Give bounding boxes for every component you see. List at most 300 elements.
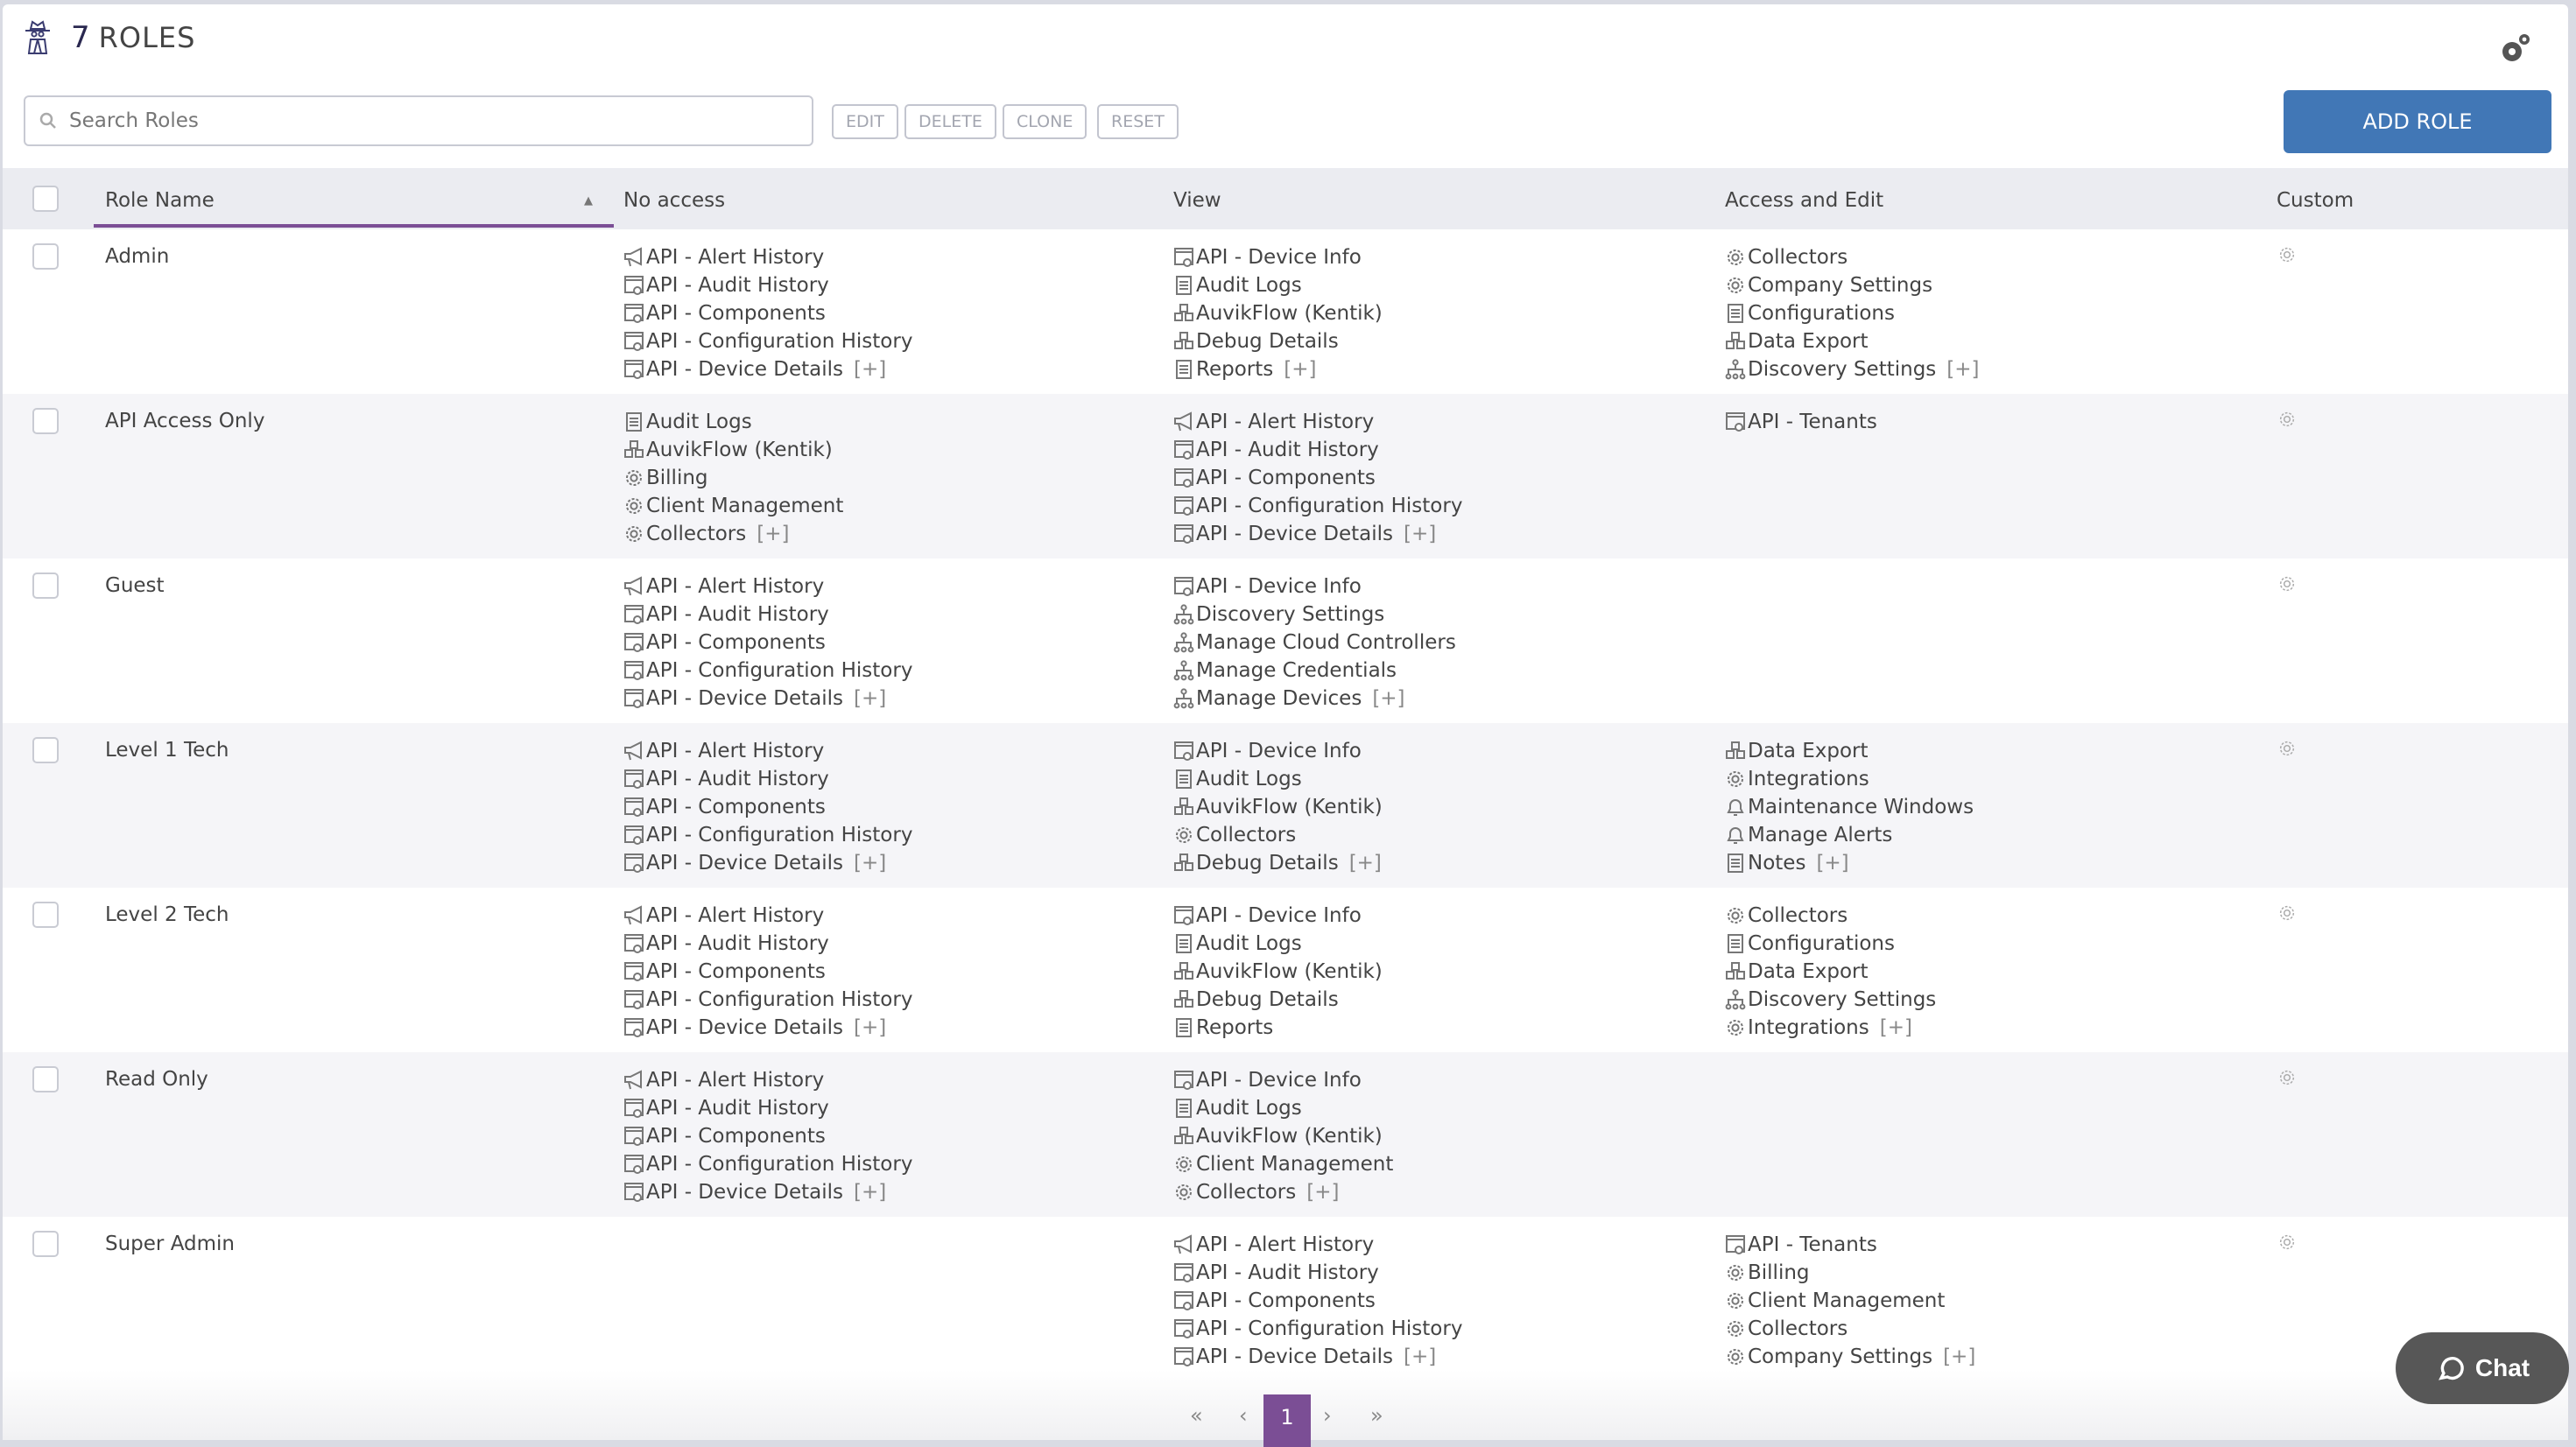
permission-item <box>1173 930 1383 958</box>
api-icon <box>623 1017 644 1038</box>
cubes-icon <box>1173 989 1194 1010</box>
permission-item <box>623 408 843 436</box>
permission-item <box>1725 408 1877 436</box>
permission-label: Client Management <box>646 495 844 517</box>
permission-item <box>623 629 912 657</box>
permission-item <box>1173 1150 1393 1178</box>
permission-label: API - Device Details <box>646 687 844 710</box>
api-icon <box>1725 1234 1746 1255</box>
api-icon <box>623 933 644 954</box>
permissions-view <box>1173 737 1383 877</box>
permission-item <box>623 849 912 877</box>
notepad-icon <box>1173 275 1194 296</box>
permission-label: Manage Alerts <box>1748 824 1893 846</box>
settings-gear-icon[interactable] <box>2498 31 2533 66</box>
api-icon <box>623 660 644 681</box>
permission-item <box>623 436 843 464</box>
permission-item <box>1173 685 1456 713</box>
gear-icon <box>1725 1262 1746 1283</box>
permission-item <box>1173 464 1462 492</box>
permission-item <box>623 243 912 271</box>
notepad-icon <box>1173 933 1194 954</box>
permissions-edit <box>1725 1231 1975 1371</box>
current-page[interactable]: 1 <box>1263 1394 1311 1447</box>
api-icon <box>623 1154 644 1175</box>
permission-label: API - Audit History <box>646 932 829 955</box>
permission-item <box>1173 1066 1393 1094</box>
row-checkbox[interactable] <box>32 1066 59 1092</box>
permission-label: API - Tenants <box>1748 1233 1877 1256</box>
role-name[interactable]: Level 1 Tech <box>105 739 229 762</box>
permission-item <box>1173 327 1383 355</box>
permission-item <box>1725 1343 1975 1371</box>
row-checkbox[interactable] <box>32 902 59 928</box>
permission-item <box>623 271 912 299</box>
expand-more-button[interactable]: [+] <box>854 852 887 875</box>
custom-gear-icon[interactable] <box>2277 1233 2297 1252</box>
expand-more-button[interactable]: [+] <box>854 1181 887 1204</box>
permission-item <box>623 657 912 685</box>
permission-label: API - Device Details <box>646 1016 844 1039</box>
column-no-access: No access <box>623 189 726 212</box>
permission-label: Configurations <box>1748 932 1895 955</box>
permission-item <box>1173 436 1462 464</box>
permission-label: Manage Cloud Controllers <box>1196 631 1456 654</box>
permission-item <box>623 327 912 355</box>
api-icon <box>623 1126 644 1147</box>
permission-label: Manage Credentials <box>1196 659 1397 682</box>
column-view: View <box>1173 189 1221 212</box>
roles-panel <box>3 4 2568 1440</box>
permission-label: Data Export <box>1748 330 1869 353</box>
expand-more-button[interactable]: [+] <box>757 523 790 545</box>
search-input[interactable] <box>69 109 770 132</box>
hierarchy-icon <box>1725 989 1746 1010</box>
title-label: ROLES <box>98 21 196 54</box>
first-page-button[interactable]: « <box>1190 1403 1203 1428</box>
gear-icon <box>1173 1154 1194 1175</box>
api-icon <box>623 688 644 709</box>
permission-label: API - Components <box>646 960 826 983</box>
api-icon <box>1173 1346 1194 1367</box>
permission-label: API - Alert History <box>1196 1233 1375 1256</box>
gear-icon <box>1173 825 1194 846</box>
permission-item <box>1173 1343 1462 1371</box>
expand-more-button[interactable]: [+] <box>1946 358 1980 381</box>
permission-label: API - Device Details <box>646 1181 844 1204</box>
clone-button[interactable]: CLONE <box>1003 104 1087 139</box>
permission-item <box>1725 1315 1975 1343</box>
api-icon <box>623 604 644 625</box>
expand-more-button[interactable]: [+] <box>1348 852 1382 875</box>
permission-label: Debug Details <box>1196 852 1339 875</box>
permission-label: Audit Logs <box>646 411 752 433</box>
gear-icon <box>623 495 644 516</box>
permission-item <box>623 902 912 930</box>
last-page-button[interactable]: » <box>1370 1403 1383 1428</box>
permission-label: Manage Devices <box>1196 687 1362 710</box>
permission-item <box>623 299 912 327</box>
permission-label: API - Alert History <box>646 1069 825 1092</box>
custom-gear-icon[interactable] <box>2277 903 2297 923</box>
permission-label: API - Configuration History <box>646 824 913 846</box>
search-icon <box>38 110 59 131</box>
permission-label: Collectors <box>1748 246 1848 269</box>
role-name[interactable]: API Access Only <box>105 410 265 432</box>
row-checkbox[interactable] <box>32 408 59 434</box>
expand-more-button[interactable]: [+] <box>1879 1016 1912 1039</box>
permissions-no-access <box>623 408 843 548</box>
permission-item <box>1173 737 1383 765</box>
api-icon <box>1173 1262 1194 1283</box>
permission-item <box>623 765 912 793</box>
permission-label: API - Alert History <box>646 246 825 269</box>
permission-item <box>623 1094 912 1122</box>
permission-item <box>623 930 912 958</box>
permission-label: Discovery Settings <box>1748 988 1937 1011</box>
permission-label: Reports <box>1196 358 1274 381</box>
role-name[interactable]: Level 2 Tech <box>105 903 229 926</box>
role-count: 7 <box>71 20 90 55</box>
permission-item <box>1173 1178 1393 1206</box>
permission-label: API - Device Info <box>1196 904 1362 927</box>
hierarchy-icon <box>1173 660 1194 681</box>
notepad-icon <box>1173 1017 1194 1038</box>
permission-label: Billing <box>646 467 708 489</box>
notepad-icon <box>1725 933 1746 954</box>
permission-label: API - Audit History <box>646 1097 829 1120</box>
permission-item <box>623 520 843 548</box>
megaphone-icon <box>623 576 644 597</box>
permission-item <box>1173 492 1462 520</box>
megaphone-icon <box>623 905 644 926</box>
permission-label: Data Export <box>1748 960 1869 983</box>
permission-label: API - Configuration History <box>646 330 913 353</box>
permission-label: API - Device Info <box>1196 246 1362 269</box>
permission-item <box>1725 1259 1975 1287</box>
permission-label: API - Configuration History <box>1196 495 1463 517</box>
permissions-view <box>1173 243 1383 383</box>
permissions-no-access <box>623 572 912 713</box>
cubes-icon <box>1173 961 1194 982</box>
permission-item <box>1173 355 1383 383</box>
table-row[interactable] <box>3 229 2568 394</box>
bell-icon <box>1725 797 1746 818</box>
api-icon <box>623 275 644 296</box>
megaphone-icon <box>623 247 644 268</box>
notepad-icon <box>1173 769 1194 790</box>
permission-label: Collectors <box>1196 824 1297 846</box>
permission-item <box>1173 572 1456 601</box>
permission-item <box>1725 958 1936 986</box>
permissions-view <box>1173 1231 1462 1371</box>
cubes-icon <box>1725 331 1746 352</box>
gear-icon <box>1725 247 1746 268</box>
expand-more-button[interactable]: [+] <box>854 1016 887 1039</box>
role-name[interactable]: Guest <box>105 574 165 597</box>
permissions-view <box>1173 572 1456 713</box>
permission-item <box>1173 657 1456 685</box>
gear-icon <box>1725 1318 1746 1339</box>
api-icon <box>1173 1290 1194 1311</box>
permission-label: API - Device Details <box>1196 523 1394 545</box>
api-icon <box>1725 411 1746 432</box>
pagination <box>3 1370 2568 1440</box>
permission-label: Collectors <box>1196 1181 1297 1204</box>
permission-label: Debug Details <box>1196 330 1339 353</box>
gear-icon <box>1725 1017 1746 1038</box>
expand-more-button[interactable]: [+] <box>854 687 887 710</box>
permission-item <box>1173 1259 1462 1287</box>
permission-label: Notes <box>1748 852 1806 875</box>
permission-item <box>1173 902 1383 930</box>
permission-item <box>1725 1014 1936 1042</box>
permission-label: API - Alert History <box>646 575 825 598</box>
permission-label: API - Device Info <box>1196 740 1362 762</box>
permission-label: API - Components <box>646 1125 826 1148</box>
permission-label: API - Device Details <box>1196 1345 1394 1368</box>
role-name[interactable]: Read Only <box>105 1068 208 1091</box>
api-icon <box>1173 467 1194 488</box>
row-checkbox[interactable] <box>32 737 59 763</box>
custom-gear-icon[interactable] <box>2277 410 2297 429</box>
custom-gear-icon[interactable] <box>2277 245 2297 264</box>
permissions-edit <box>1725 408 1877 436</box>
permission-item <box>1173 243 1383 271</box>
reset-button[interactable]: RESET <box>1097 104 1179 139</box>
permission-item <box>623 1066 912 1094</box>
permission-item <box>1173 958 1383 986</box>
permission-item <box>623 492 843 520</box>
notepad-icon <box>1725 853 1746 874</box>
permission-label: AuvikFlow (Kentik) <box>1196 960 1383 983</box>
api-icon <box>1173 1070 1194 1091</box>
permission-label: API - Alert History <box>1196 411 1375 433</box>
permission-label: AuvikFlow (Kentik) <box>1196 1125 1383 1148</box>
api-icon <box>623 359 644 380</box>
permission-label: Integrations <box>1748 768 1869 790</box>
sort-indicator <box>94 224 614 228</box>
permission-item <box>1173 765 1383 793</box>
permission-item <box>1725 355 1980 383</box>
permission-label: Audit Logs <box>1196 768 1302 790</box>
permission-item <box>1725 793 1974 821</box>
permission-item <box>1725 1231 1975 1259</box>
expand-more-button[interactable]: [+] <box>854 358 887 381</box>
permissions-no-access <box>623 243 912 383</box>
delete-button[interactable]: DELETE <box>904 104 996 139</box>
permission-item <box>623 1014 912 1042</box>
api-icon <box>1173 439 1194 460</box>
permission-label: Client Management <box>1748 1289 1946 1312</box>
api-icon <box>623 797 644 818</box>
notepad-icon <box>1173 359 1194 380</box>
permission-label: Maintenance Windows <box>1748 796 1974 818</box>
select-all-checkbox[interactable] <box>32 186 59 212</box>
permission-item <box>1725 1287 1975 1315</box>
row-checkbox[interactable] <box>32 572 59 599</box>
permission-label: Audit Logs <box>1196 1097 1302 1120</box>
sort-asc-icon[interactable]: ▲ <box>584 194 593 207</box>
permissions-edit <box>1725 902 1936 1042</box>
custom-gear-icon[interactable] <box>2277 574 2297 594</box>
expand-more-button[interactable]: [+] <box>1816 852 1849 875</box>
permission-item <box>623 464 843 492</box>
api-icon <box>623 825 644 846</box>
api-icon <box>1173 1318 1194 1339</box>
permission-item <box>1173 1231 1462 1259</box>
permission-item <box>1173 408 1462 436</box>
permission-label: API - Components <box>1196 467 1376 489</box>
prev-page-button[interactable]: ‹ <box>1239 1403 1248 1428</box>
permission-label: API - Components <box>646 796 826 818</box>
table-row[interactable] <box>3 1217 2568 1381</box>
api-icon <box>623 303 644 324</box>
permission-label: Company Settings <box>1748 1345 1933 1368</box>
expand-more-button[interactable]: [+] <box>1284 358 1317 381</box>
api-icon <box>623 632 644 653</box>
edit-button[interactable]: EDIT <box>832 104 898 139</box>
next-page-button[interactable]: › <box>1323 1403 1332 1428</box>
permission-label: API - Device Details <box>646 852 844 875</box>
api-icon <box>1173 247 1194 268</box>
column-role-name[interactable]: Role Name <box>105 189 215 212</box>
custom-gear-icon[interactable] <box>2277 739 2297 758</box>
permission-item <box>1173 299 1383 327</box>
table-header <box>3 168 2568 229</box>
role-name[interactable]: Admin <box>105 245 170 268</box>
row-checkbox[interactable] <box>32 243 59 270</box>
column-access-edit: Access and Edit <box>1725 189 1884 212</box>
permission-item <box>1725 243 1980 271</box>
permission-label: AuvikFlow (Kentik) <box>1196 302 1383 325</box>
chat-label: Chat <box>2474 1354 2530 1381</box>
gear-icon <box>623 523 644 544</box>
api-icon <box>623 1098 644 1119</box>
permission-item <box>1725 299 1980 327</box>
add-role-button[interactable]: ADD ROLE <box>2284 90 2551 153</box>
permission-item <box>623 793 912 821</box>
notepad-icon <box>1173 1098 1194 1119</box>
permission-item <box>1725 849 1974 877</box>
api-icon <box>1173 523 1194 544</box>
expand-more-button[interactable]: [+] <box>1372 687 1405 710</box>
permission-item <box>1173 821 1383 849</box>
permissions-view <box>1173 408 1462 548</box>
notepad-icon <box>1725 303 1746 324</box>
gear-icon <box>1725 905 1746 926</box>
permission-item <box>1173 986 1383 1014</box>
table-row[interactable] <box>3 1052 2568 1217</box>
permission-label: Audit Logs <box>1196 932 1302 955</box>
api-icon <box>1173 905 1194 926</box>
table-row[interactable] <box>3 394 2568 558</box>
permission-label: Audit Logs <box>1196 274 1302 297</box>
expand-more-button[interactable]: [+] <box>1306 1181 1340 1204</box>
permission-item <box>1173 629 1456 657</box>
api-icon <box>1173 741 1194 762</box>
permission-item <box>623 1122 912 1150</box>
permission-label: Integrations <box>1748 1016 1869 1039</box>
permission-label: API - Audit History <box>1196 439 1379 461</box>
permission-item <box>623 601 912 629</box>
permissions-edit <box>1725 737 1974 877</box>
megaphone-icon <box>623 1070 644 1091</box>
role-name[interactable]: Super Admin <box>105 1233 235 1255</box>
permission-item <box>1173 793 1383 821</box>
permission-item <box>623 572 912 601</box>
permission-label: API - Audit History <box>646 603 829 626</box>
megaphone-icon <box>1173 411 1194 432</box>
permission-label: API - Audit History <box>646 274 829 297</box>
chat-bubble-icon <box>2435 1353 2465 1383</box>
cubes-icon <box>1173 797 1194 818</box>
permission-label: API - Alert History <box>646 740 825 762</box>
gear-icon <box>1173 1182 1194 1203</box>
permission-label: Company Settings <box>1748 274 1933 297</box>
expand-more-button[interactable]: [+] <box>1943 1345 1976 1368</box>
search-box[interactable] <box>24 95 813 146</box>
custom-gear-icon[interactable] <box>2277 1068 2297 1087</box>
gear-icon <box>623 467 644 488</box>
permission-label: Client Management <box>1196 1153 1394 1176</box>
permission-item <box>1173 1315 1462 1343</box>
permission-label: API - Device Info <box>1196 1069 1362 1092</box>
permission-label: API - Audit History <box>1196 1261 1379 1284</box>
permission-item <box>1173 1014 1383 1042</box>
permission-item <box>623 1150 912 1178</box>
expand-more-button[interactable]: [+] <box>1404 523 1437 545</box>
row-checkbox[interactable] <box>32 1231 59 1257</box>
permission-label: Collectors <box>646 523 747 545</box>
permission-item <box>1173 1122 1393 1150</box>
permission-item <box>1173 849 1383 877</box>
permission-item <box>1173 520 1462 548</box>
cubes-icon <box>1725 741 1746 762</box>
hierarchy-icon <box>1725 359 1746 380</box>
permission-label: AuvikFlow (Kentik) <box>1196 796 1383 818</box>
gear-icon <box>1725 1346 1746 1367</box>
table-row[interactable] <box>3 558 2568 723</box>
expand-more-button[interactable]: [+] <box>1404 1345 1437 1368</box>
table-row[interactable] <box>3 723 2568 888</box>
table-row[interactable] <box>3 888 2568 1052</box>
permission-label: API - Device Details <box>646 358 844 381</box>
bell-icon <box>1725 825 1746 846</box>
api-icon <box>623 989 644 1010</box>
api-icon <box>1173 495 1194 516</box>
permission-label: API - Configuration History <box>646 659 913 682</box>
permission-label: API - Configuration History <box>646 1153 913 1176</box>
permission-item <box>1173 1287 1462 1315</box>
permission-label: API - Configuration History <box>646 988 913 1011</box>
permission-item <box>1725 930 1936 958</box>
permissions-view <box>1173 1066 1393 1206</box>
gear-icon <box>1725 275 1746 296</box>
cubes-icon <box>1173 1126 1194 1147</box>
permissions-no-access <box>623 737 912 877</box>
gear-icon <box>1725 769 1746 790</box>
permission-item <box>1725 271 1980 299</box>
spy-icon <box>22 20 53 55</box>
api-icon <box>623 769 644 790</box>
cubes-icon <box>1173 853 1194 874</box>
permission-label: API - Alert History <box>646 904 825 927</box>
chat-button[interactable] <box>2396 1332 2569 1404</box>
permissions-view <box>1173 902 1383 1042</box>
permission-label: Collectors <box>1748 904 1848 927</box>
permission-item <box>623 685 912 713</box>
